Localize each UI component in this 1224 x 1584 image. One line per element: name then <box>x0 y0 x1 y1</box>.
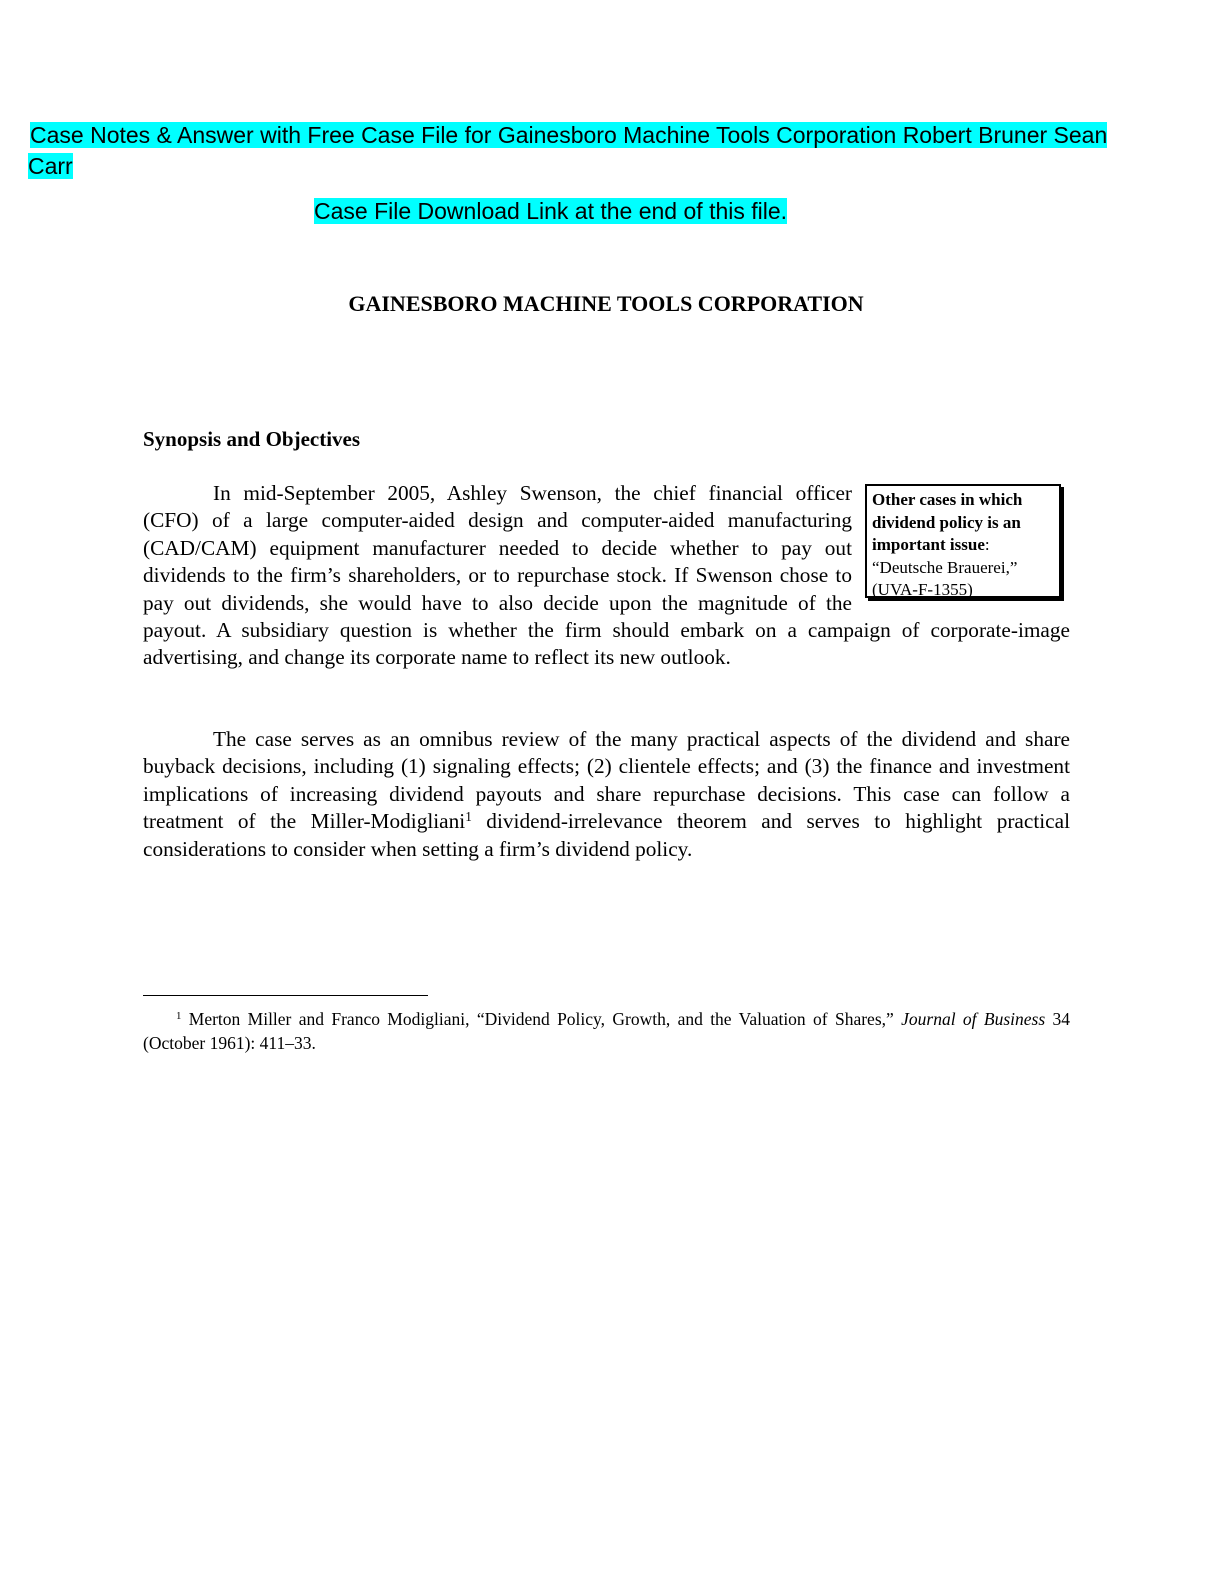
banner-line-1-text: Case Notes & Answer with Free Case File for Gainesboro Machine Tools Corporation Robert Bruner Sean <box>30 122 1108 148</box>
footnote-mark: 1 <box>176 1010 182 1023</box>
synopsis-paragraph-1-text: In mid-September 2005, Ashley Swenson, the chief financial officer (CFO) of a large computer-aided design and computer-aided manufacturing (CAD/CAM) equipment manufacturer needed to decide whether to pay out dividends to the firm’s shareholders, or to repurchase stock. If Swenson chose to pay out dividends, she would have to also decide upon the magnitude of the payout. A subsidiary question is whether the firm should embark on a campaign of corporate-image advertising, and change its corporate name to reflect its new outlook. <box>143 481 1070 670</box>
download-link-notice-text: Case File Download Link at the end of this file. <box>314 198 788 224</box>
sidebar-case-name: “Deutsche Brauerei,” <box>872 557 1018 577</box>
download-link-notice <box>314 196 787 226</box>
footnote <box>143 1008 1070 1055</box>
synopsis-paragraph-2 <box>143 726 1070 863</box>
document-title: GAINESBORO MACHINE TOOLS CORPORATION <box>348 291 864 316</box>
sidebar-colon: : <box>984 535 990 554</box>
banner-line-2 <box>28 151 73 181</box>
banner-line-2-text: Carr <box>28 153 73 179</box>
sidebar-heading: Other cases in which dividend policy is an important issue <box>872 490 1023 554</box>
synopsis-paragraph-2-text-before: The case serves as an omnibus review of the many practical aspects of the dividend and share buyback decisions, including (1) signaling effects; (2) clientele effects; and (3) the finance and investment implications of increasing dividend payouts and share repurchase decisions. This case can follow a treatment of the Miller-Modigliani <box>143 727 1070 834</box>
footnote-text-after: 34 (October 1961): 411–33. <box>143 1009 1070 1053</box>
footnote-separator <box>143 995 428 996</box>
footnote-reference-mark: 1 <box>465 808 472 824</box>
section-heading: Synopsis and Objectives <box>143 427 361 451</box>
banner-line-1 <box>30 120 1107 150</box>
sidebar-case-code: (UVA-F-1355) <box>872 580 973 599</box>
synopsis-paragraph-2-text-after: dividend-irrelevance theorem and serves to highlight practical considerations to consider when setting a firm’s dividend policy. <box>143 809 1070 861</box>
footnote-journal-name: Journal of Business <box>901 1009 1046 1029</box>
footnote-text-before: Merton Miller and Franco Modigliani, “Dividend Policy, Growth, and the Valuation of Shares,” <box>181 1009 902 1029</box>
related-cases-sidebar <box>865 484 1061 598</box>
